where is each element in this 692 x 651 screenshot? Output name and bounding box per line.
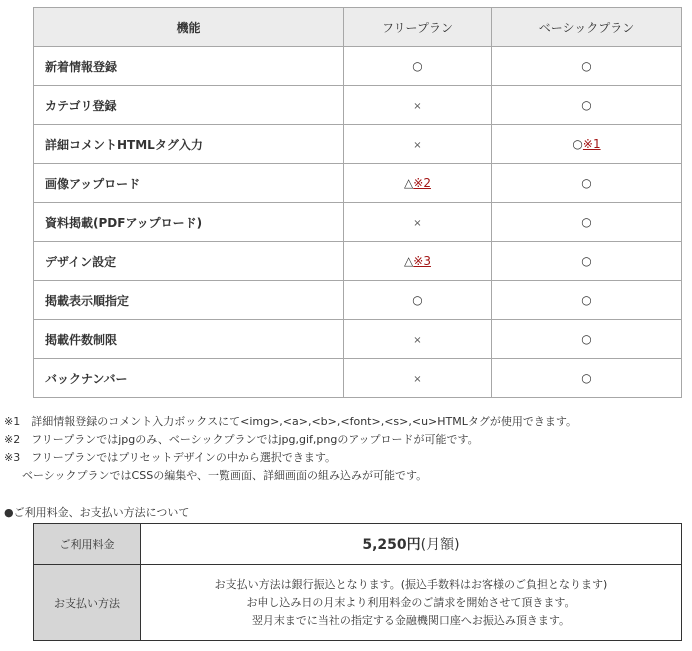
- basic-plan-availability: ○: [581, 176, 592, 190]
- free-plan-availability: ×: [413, 374, 422, 385]
- basic-plan-availability: ○: [581, 59, 592, 73]
- basic-plan-cell: [492, 203, 682, 242]
- basic-plan-availability: ○: [572, 137, 583, 151]
- feature-row: [34, 47, 682, 86]
- free-plan-cell: [344, 359, 492, 398]
- free-plan-note-link[interactable]: ※3: [413, 254, 431, 268]
- basic-plan-cell: [492, 359, 682, 398]
- free-plan-cell: [344, 242, 492, 281]
- basic-plan-cell: [492, 281, 682, 320]
- fee-value: [141, 524, 682, 565]
- header-feature: 機能: [34, 8, 344, 47]
- free-plan-note-link[interactable]: ※2: [413, 176, 431, 190]
- free-plan-cell: [344, 203, 492, 242]
- feature-name: 掲載件数制限: [34, 320, 344, 359]
- basic-plan-cell: [492, 164, 682, 203]
- footnote-2: ※2 フリープランではjpgのみ、ベーシックプランではjpg,gif,pngのアップロードが可能です。: [4, 433, 479, 446]
- basic-plan-note-link[interactable]: ※1: [582, 137, 601, 151]
- footnote-3-continued: ベーシックプランではCSSの編集や、一覧画面、詳細画面の組み込みが可能です。: [22, 469, 428, 482]
- basic-plan-cell: [492, 320, 682, 359]
- feature-name: カテゴリ登録: [34, 86, 344, 125]
- free-plan-availability: ×: [413, 218, 422, 229]
- header-free-plan: フリープラン: [344, 8, 492, 47]
- pricing-method-row: [34, 565, 682, 641]
- feature-name: 新着情報登録: [34, 47, 344, 86]
- basic-plan-cell: [492, 86, 682, 125]
- payment-method-line-2: お申し込み日の月末より利用料金のご請求を開始させて頂きます。: [246, 595, 576, 609]
- basic-plan-cell: [492, 47, 682, 86]
- feature-row: [34, 125, 682, 164]
- basic-plan-availability: ○: [581, 98, 592, 112]
- pricing-table: [33, 523, 682, 641]
- free-plan-cell: [344, 320, 492, 359]
- basic-plan-availability: ○: [581, 332, 592, 346]
- fee-amount: 5,250円: [362, 537, 421, 553]
- footnote-1: ※1 詳細情報登録のコメント入力ボックスにて<img>,<a>,<b>,<font>,<s>,<u>HTMLタグが使用できます。: [4, 415, 577, 428]
- feature-row: [34, 242, 682, 281]
- basic-plan-availability: ○: [581, 293, 592, 307]
- free-plan-cell: [344, 164, 492, 203]
- free-plan-availability: ×: [413, 101, 422, 112]
- feature-name: バックナンバー: [34, 359, 344, 398]
- pricing-heading: ●ご利用料金、お支払い方法について: [4, 506, 190, 519]
- feature-row: [34, 86, 682, 125]
- pricing-fee-row: [34, 524, 682, 565]
- payment-method-line-1: お支払い方法は銀行振込となります。(振込手数料はお客様のご負担となります): [214, 577, 608, 591]
- fee-period: (月額): [420, 537, 460, 553]
- basic-plan-availability: ○: [581, 254, 592, 268]
- feature-row: [34, 281, 682, 320]
- feature-row: [34, 164, 682, 203]
- free-plan-availability: ○: [412, 59, 423, 73]
- free-plan-cell: [344, 47, 492, 86]
- free-plan-cell: [344, 281, 492, 320]
- payment-method-line-3: 翌月末までに当社の指定する金融機関口座へお振込み頂きます。: [251, 613, 571, 627]
- free-plan-cell: [344, 125, 492, 164]
- feature-name: 掲載表示順指定: [34, 281, 344, 320]
- feature-name: 画像アップロード: [34, 164, 344, 203]
- features-header-row: [34, 8, 682, 47]
- basic-plan-availability: ○: [581, 371, 592, 385]
- free-plan-availability: △: [404, 176, 414, 190]
- payment-method-description: [141, 565, 682, 641]
- basic-plan-availability: ○: [581, 215, 592, 229]
- free-plan-availability: ×: [413, 140, 422, 151]
- feature-row: [34, 203, 682, 242]
- header-basic-plan: ベーシックプラン: [492, 8, 682, 47]
- free-plan-availability: ×: [413, 335, 422, 346]
- feature-name: デザイン設定: [34, 242, 344, 281]
- basic-plan-cell: [492, 125, 682, 164]
- footnotes: [4, 413, 577, 485]
- feature-name: 資料掲載(PDFアップロード): [34, 203, 344, 242]
- footnote-3: ※3 フリープランではプリセットデザインの中から選択できます。: [4, 451, 337, 464]
- payment-method-label: お支払い方法: [34, 565, 141, 641]
- basic-plan-cell: [492, 242, 682, 281]
- fee-label: ご利用料金: [34, 524, 141, 565]
- feature-name: 詳細コメントHTMLタグ入力: [34, 125, 344, 164]
- feature-row: [34, 359, 682, 398]
- feature-row: [34, 320, 682, 359]
- features-table: [33, 7, 682, 398]
- free-plan-availability: △: [404, 254, 414, 268]
- free-plan-cell: [344, 86, 492, 125]
- free-plan-availability: ○: [412, 293, 423, 307]
